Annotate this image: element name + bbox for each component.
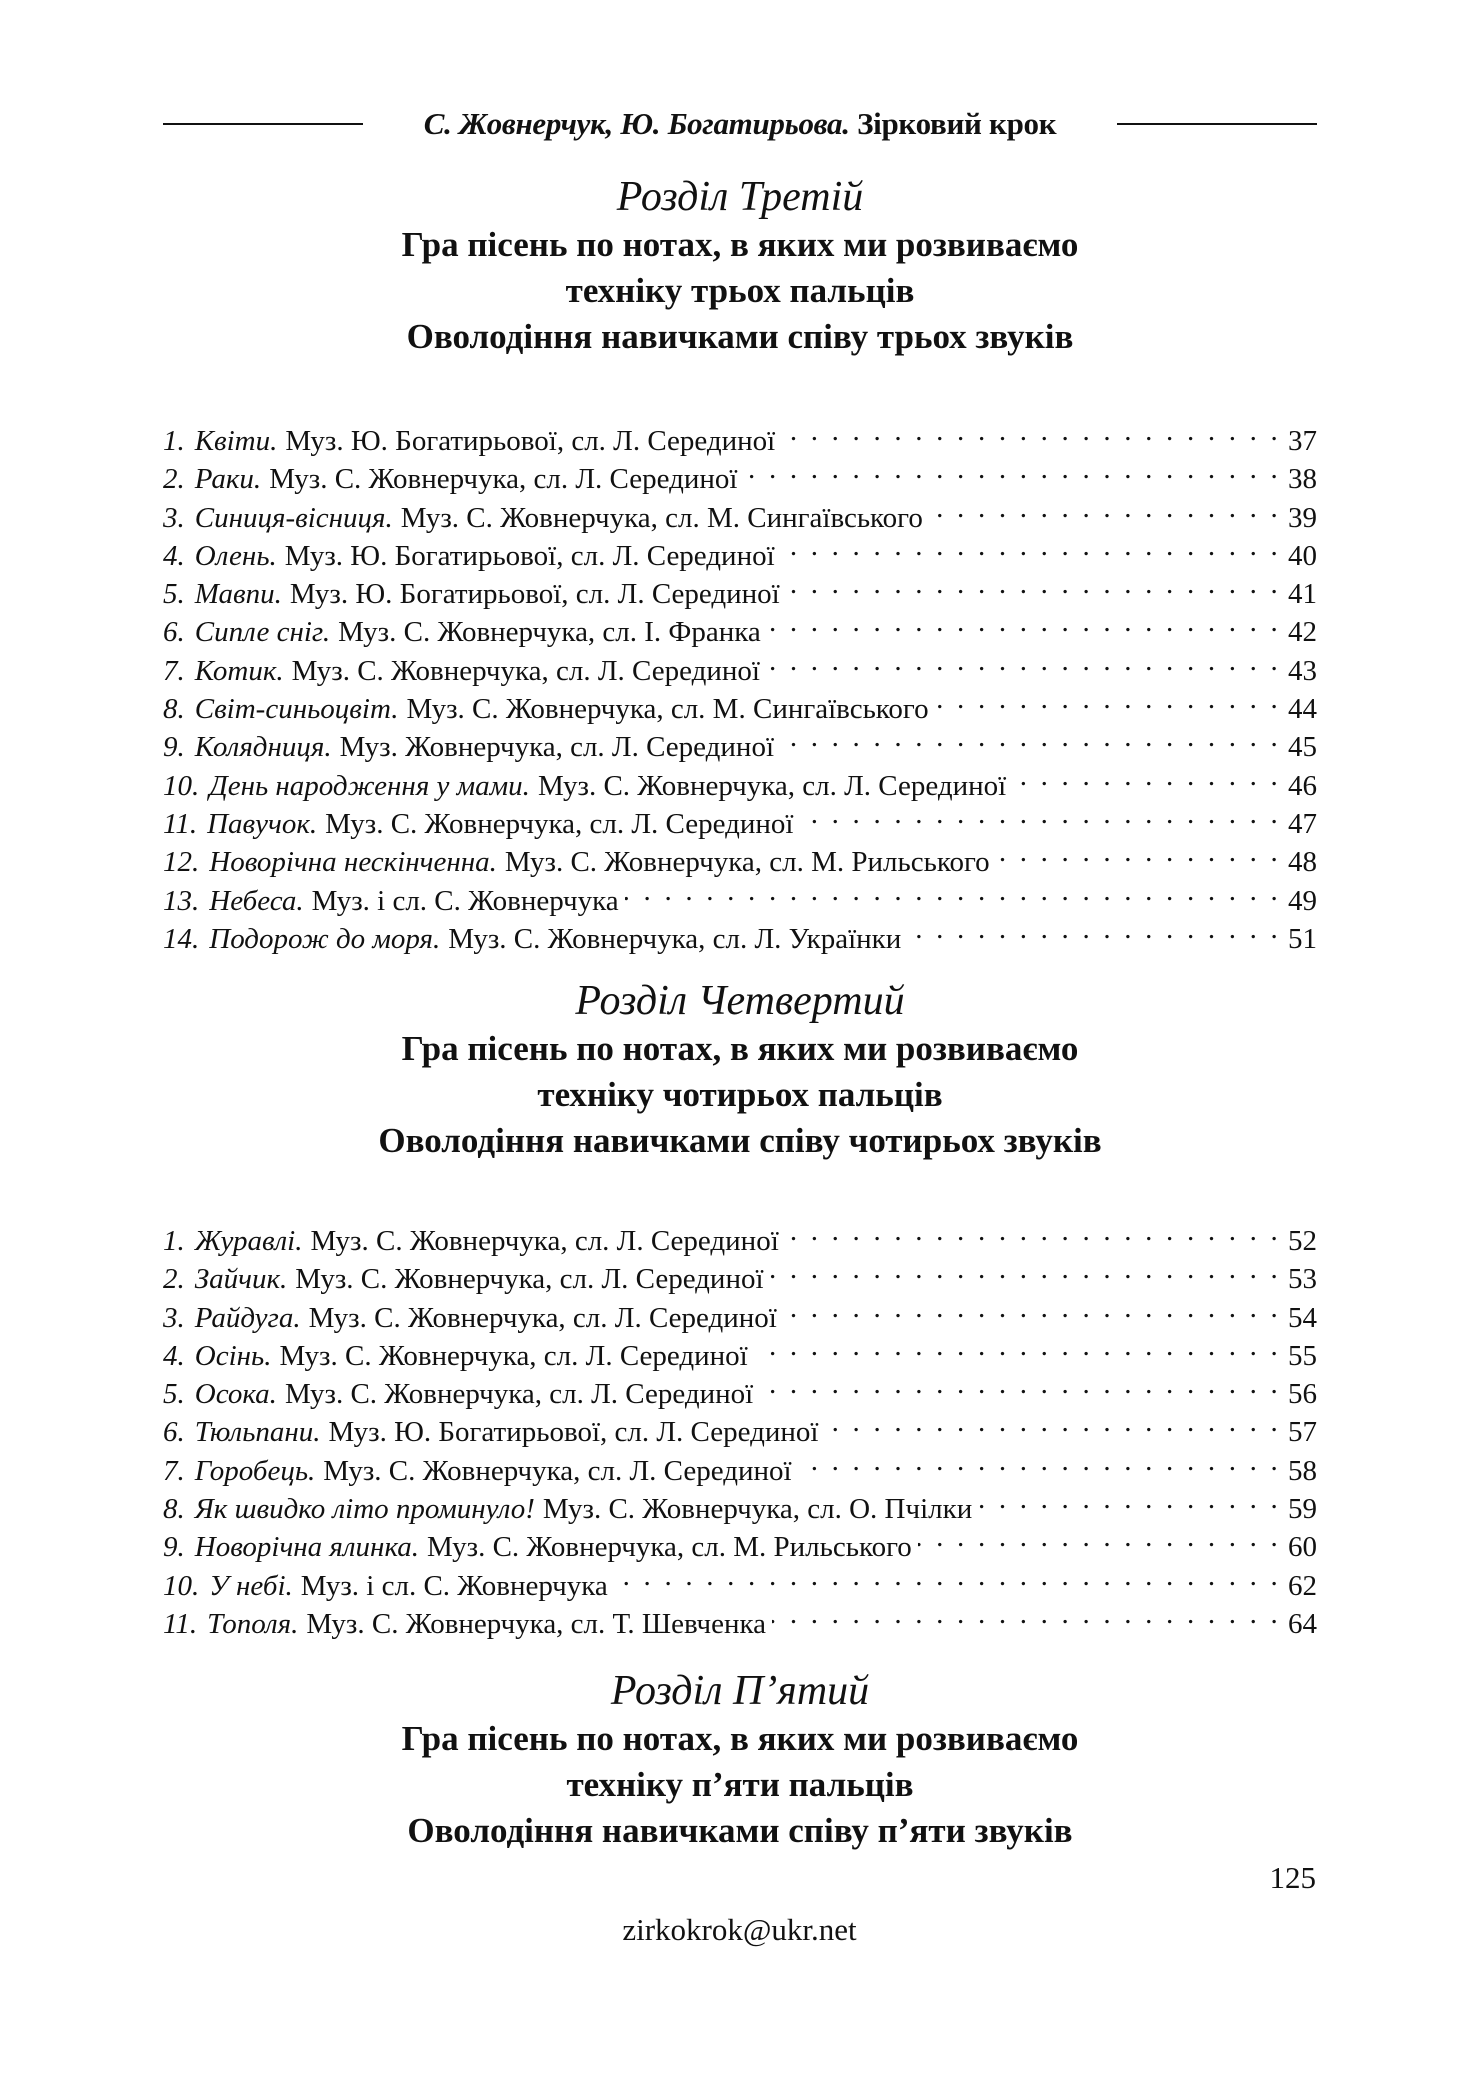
dot-leader — [780, 718, 1281, 756]
song-title: Новорічна нескінченна. — [209, 846, 497, 879]
page-ref: 64 — [1288, 1607, 1317, 1640]
dot-leader — [781, 527, 1281, 565]
song-credits: Муз. С. Жовнерчука, сл. М. Сингаївського — [406, 693, 929, 726]
entry-number: 1. — [163, 425, 185, 457]
section-label: Розділ Третій — [616, 174, 864, 220]
song-title: Колядниця. — [194, 731, 332, 764]
song-title: Тюльпани. — [194, 1416, 321, 1449]
page-ref: 39 — [1288, 501, 1317, 534]
song-credits: Муз. С. Жовнерчука, сл. М. Рильського — [504, 846, 990, 879]
page-ref: 42 — [1288, 616, 1317, 649]
dot-leader — [759, 1365, 1281, 1403]
entry-number: 8. — [163, 1493, 185, 1526]
entry-number: 13. — [163, 884, 200, 917]
header-authors: С. Жовнерчук, Ю. Богатирьова. — [423, 106, 850, 141]
dot-leader — [743, 450, 1281, 488]
page-ref: 59 — [1288, 1493, 1317, 1526]
page-ref: 53 — [1288, 1263, 1317, 1296]
page-ref: 43 — [1288, 654, 1317, 687]
page-ref: 41 — [1288, 578, 1317, 611]
dot-leader — [767, 603, 1281, 641]
entry-number: 6. — [163, 616, 185, 649]
dot-leader — [766, 642, 1281, 680]
song-credits: Муз. Жовнерчука, сл. Л. Серединої — [339, 731, 775, 764]
section-five — [163, 1666, 1317, 1854]
song-title: Олень. — [194, 539, 277, 572]
entry-number: 4. — [163, 539, 185, 572]
page-ref: 46 — [1288, 769, 1317, 802]
song-title: Квіти. — [194, 425, 278, 457]
dot-leader — [754, 1327, 1281, 1365]
song-title: Горобець. — [194, 1454, 316, 1487]
header-rule-left — [163, 123, 363, 125]
song-credits: Муз. С. Жовнерчука, сл. Л. Серединої — [323, 1454, 792, 1487]
header-rule-right — [1117, 123, 1317, 125]
entry-number: 3. — [163, 1301, 185, 1334]
dot-leader — [929, 489, 1281, 527]
entry-number: 3. — [163, 501, 185, 534]
section-label: Розділ Четвертий — [575, 978, 905, 1024]
entry-number: 10. — [163, 769, 200, 802]
dot-leader — [1012, 757, 1281, 795]
song-credits: Муз. Ю. Богатирьової, сл. Л. Серединої — [285, 425, 776, 457]
dot-leader — [799, 795, 1281, 833]
toc-list — [163, 412, 1317, 955]
section-title-line: Гра пісень по нотах, в яких ми розвиваємо — [401, 225, 1079, 264]
song-title: Новорічна ялинка. — [194, 1531, 420, 1564]
page-ref: 47 — [1288, 807, 1317, 840]
entry-number: 4. — [163, 1339, 185, 1372]
entry-number: 2. — [163, 463, 185, 496]
section-four — [163, 976, 1317, 1640]
song-credits: Муз. С. Жовнерчука, сл. Л. Серединої — [537, 769, 1007, 802]
page-ref: 45 — [1288, 731, 1317, 764]
entry-number: 10. — [163, 1569, 200, 1602]
song-credits: Муз. С. Жовнерчука, сл. М. Рильського — [427, 1531, 912, 1564]
song-title: Як швидко літо проминуло! — [194, 1493, 535, 1526]
entry-number: 11. — [163, 807, 198, 840]
entry-number: 2. — [163, 1263, 185, 1296]
running-header-title — [424, 106, 1057, 142]
page-ref: 37 — [1288, 425, 1317, 457]
song-title: Світ-синьоцвіт. — [194, 693, 399, 726]
song-title: У небі. — [209, 1569, 293, 1602]
dot-leader — [996, 833, 1281, 871]
toc-entry[interactable] — [163, 1212, 1317, 1257]
dot-leader — [772, 1595, 1281, 1633]
entry-number: 5. — [163, 578, 185, 611]
entry-number: 9. — [163, 731, 185, 764]
section-title-line: Оволодіння навичками співу трьох звуків — [406, 317, 1074, 356]
section-title-line: Оволодіння навичками співу чотирьох звуків — [378, 1121, 1102, 1160]
song-title: Небеса. — [209, 884, 304, 917]
page-ref: 49 — [1288, 884, 1317, 917]
song-credits: Муз. С. Жовнерчука, сл. О. Пчілки — [542, 1493, 973, 1526]
song-title: Мавпи. — [194, 578, 282, 611]
song-credits: Муз. С. Жовнерчука, сл. Л. Серединої — [308, 1301, 777, 1334]
footer-email-link[interactable]: zirkokrok@ukr.net — [622, 1912, 857, 1947]
entry-number: 9. — [163, 1531, 185, 1564]
entry-number: 7. — [163, 654, 185, 687]
entry-number: 6. — [163, 1416, 185, 1449]
song-title: Котик. — [194, 654, 284, 687]
page-ref: 48 — [1288, 846, 1317, 879]
entry-number: 1. — [163, 1225, 185, 1257]
song-title: День народження у мами. — [209, 769, 530, 802]
entry-number: 8. — [163, 693, 185, 726]
page-ref: 57 — [1288, 1416, 1317, 1449]
dot-leader — [918, 1518, 1281, 1556]
song-title: Синиця-вісниця. — [194, 501, 393, 534]
song-credits: Муз. С. Жовнерчука, сл. Л. Серединої — [269, 463, 738, 496]
entry-number: 7. — [163, 1454, 185, 1487]
song-credits: Муз. Ю. Богатирьової, сл. Л. Серединої — [328, 1416, 819, 1449]
dot-leader — [783, 1289, 1281, 1327]
dot-leader — [770, 1250, 1281, 1288]
page-ref: 40 — [1288, 539, 1317, 572]
section-label: Розділ П’ятий — [610, 1668, 870, 1714]
dot-leader — [978, 1480, 1281, 1518]
section-title-line: техніку п’яти пальців — [566, 1765, 914, 1804]
page-ref: 44 — [1288, 693, 1317, 726]
song-credits: Муз. і сл. С. Жовнерчука — [311, 884, 619, 917]
page-ref: 52 — [1288, 1225, 1317, 1257]
entry-number: 14. — [163, 922, 200, 955]
song-credits: Муз. С. Жовнерчука, сл. Л. Серединої — [310, 1225, 779, 1257]
toc-list — [163, 1212, 1317, 1640]
song-title: Райдуга. — [194, 1301, 301, 1334]
dot-leader — [786, 565, 1281, 603]
section-heading — [163, 172, 1317, 360]
section-title-line: Гра пісень по нотах, в яких ми розвиваємо — [401, 1719, 1079, 1758]
page-ref: 58 — [1288, 1454, 1317, 1487]
section-title-line: техніку трьох пальців — [565, 271, 915, 310]
song-title: Павучок. — [207, 807, 318, 840]
page-ref: 62 — [1288, 1569, 1317, 1602]
section-heading — [163, 976, 1317, 1164]
entry-number: 5. — [163, 1378, 185, 1411]
song-title: Зайчик. — [194, 1263, 288, 1296]
song-title: Осока. — [194, 1378, 277, 1411]
page-ref: 51 — [1288, 922, 1317, 955]
dot-leader — [781, 412, 1281, 450]
page-number: 125 — [1269, 1860, 1316, 1895]
toc-entry[interactable] — [163, 412, 1317, 457]
song-credits: Муз. С. Жовнерчука, сл. Л. Серединої — [325, 807, 794, 840]
page-ref: 55 — [1288, 1339, 1317, 1372]
section-three — [163, 172, 1317, 955]
song-credits: Муз. С. Жовнерчука, сл. Л. Українки — [448, 922, 902, 955]
entry-number: 11. — [163, 1607, 198, 1640]
running-header — [163, 104, 1317, 144]
song-credits: Муз. і сл. С. Жовнерчука — [300, 1569, 608, 1602]
dot-leader — [935, 680, 1281, 718]
song-credits: Муз. С. Жовнерчука, сл. Т. Шевченка — [306, 1607, 767, 1640]
section-title-line: Оволодіння навичками співу п’яти звуків — [407, 1811, 1073, 1850]
page-ref: 60 — [1288, 1531, 1317, 1564]
dot-leader — [625, 872, 1281, 910]
dot-leader — [798, 1442, 1281, 1480]
dot-leader — [824, 1403, 1281, 1441]
song-credits: Муз. Ю. Богатирьової, сл. Л. Серединої — [284, 539, 775, 572]
song-credits: Муз. С. Жовнерчука, сл. І. Франка — [338, 616, 761, 649]
song-title: Осінь. — [194, 1339, 272, 1372]
song-title: Сипле сніг. — [194, 616, 331, 649]
section-heading — [163, 1666, 1317, 1854]
dot-leader — [614, 1557, 1281, 1595]
song-credits: Муз. С. Жовнерчука, сл. М. Сингаївського — [400, 501, 923, 534]
section-title-line: Гра пісень по нотах, в яких ми розвиваємо — [401, 1029, 1079, 1068]
song-title: Подорож до моря. — [209, 922, 441, 955]
page-ref: 56 — [1288, 1378, 1317, 1411]
song-title: Раки. — [194, 463, 262, 496]
header-book-title: Зірковий крок — [857, 106, 1057, 141]
page-ref: 54 — [1288, 1301, 1317, 1334]
song-title: Журавлі. — [194, 1225, 303, 1257]
section-title-line: техніку чотирьох пальців — [537, 1075, 943, 1114]
song-credits: Муз. Ю. Богатирьової, сл. Л. Серединої — [289, 578, 780, 611]
song-credits: Муз. С. Жовнерчука, сл. Л. Серединої — [291, 654, 760, 687]
entry-number: 12. — [163, 846, 200, 879]
dot-leader — [785, 1212, 1281, 1250]
dot-leader — [907, 910, 1281, 948]
page-ref: 38 — [1288, 463, 1317, 496]
song-credits: Муз. С. Жовнерчука, сл. Л. Серединої — [279, 1339, 748, 1372]
song-title: Тополя. — [207, 1607, 299, 1640]
song-credits: Муз. С. Жовнерчука, сл. Л. Серединої — [284, 1378, 754, 1411]
song-credits: Муз. С. Жовнерчука, сл. Л. Серединої — [295, 1263, 764, 1296]
